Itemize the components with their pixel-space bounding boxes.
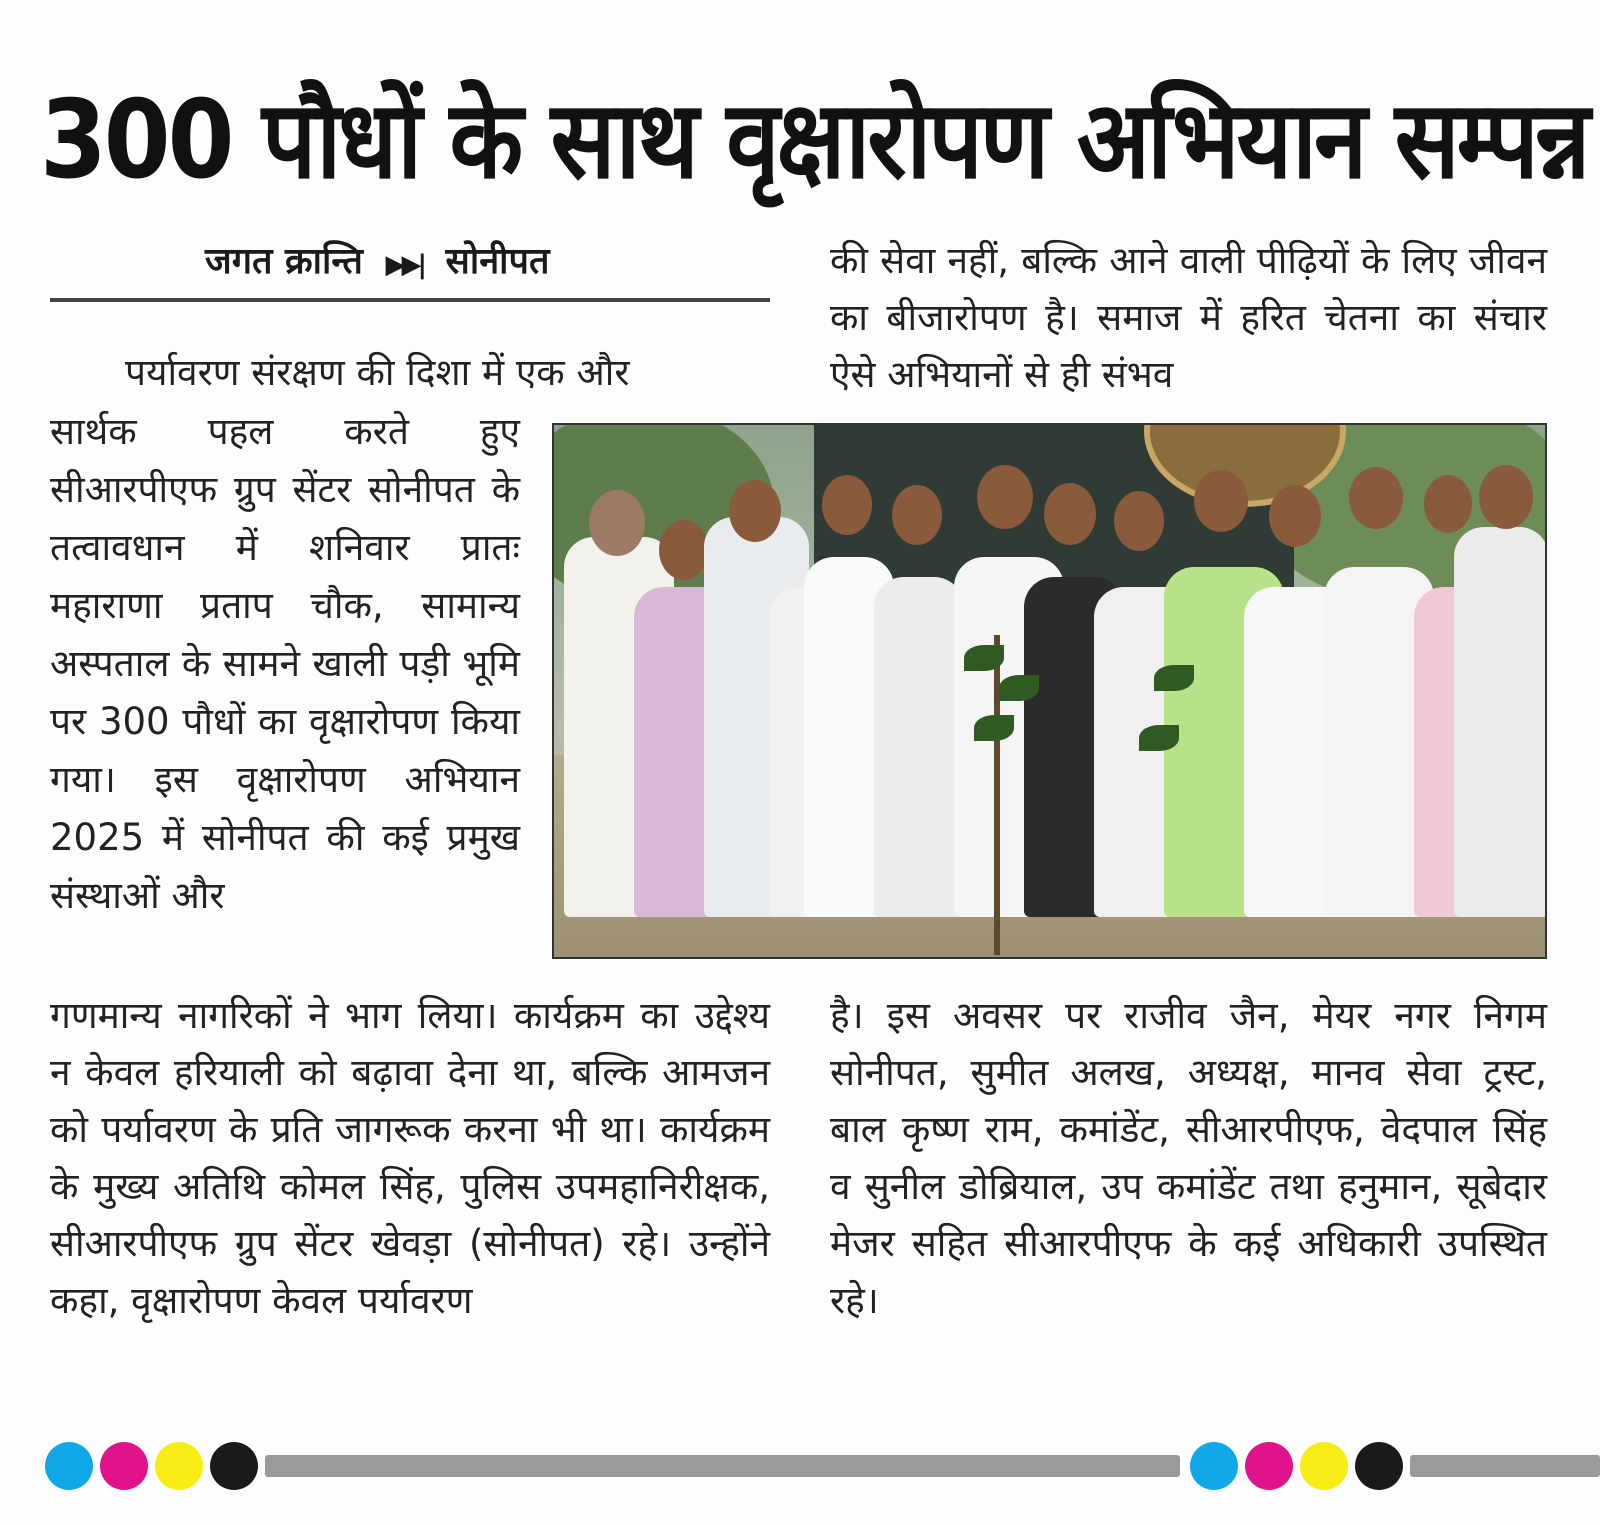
fast-forward-icon: ▶▶| <box>385 250 423 280</box>
registration-magenta-dot <box>100 1442 148 1490</box>
byline-place: सोनीपत <box>445 241 550 282</box>
headline: 300 पौधों के साथ वृक्षारोपण अभियान सम्पन्न <box>40 77 1588 203</box>
left-column-lead <box>50 344 770 401</box>
registration-yellow-dot <box>1300 1442 1348 1490</box>
lead-paragraph: पर्यावरण संरक्षण की दिशा में एक और <box>125 351 630 394</box>
byline-rule <box>50 298 770 302</box>
right-column-bottom <box>830 987 1547 1329</box>
registration-cyan-dot <box>45 1442 93 1490</box>
left-column-bottom <box>50 987 770 1329</box>
registration-cyan-dot <box>1190 1442 1238 1490</box>
right-top-paragraph: की सेवा नहीं, बल्कि आने वाली पीढ़ियों के लिए जीवन का बीजारोपण है। समाज में हरित चेतना का संचार ऐसे अभियानों से ही संभव <box>830 239 1547 396</box>
registration-magenta-dot <box>1245 1442 1293 1490</box>
registration-black-dot <box>210 1442 258 1490</box>
right-bottom-paragraph: है। इस अवसर पर राजीव जैन, मेयर नगर निगम सोनीपत, सुमीत अलख, अध्यक्ष, मानव सेवा ट्रस्ट, बाल कृष्ण राम, कमांडेंट, सीआरपीएफ, वेदपाल सिंह व सुनील डोब्रियाल, उप कमांडेंट तथा हनुमान, सूबेदार मेजर सहित सीआरपीएफ के कई अधिकारी उपस्थित रहे। <box>830 994 1547 1322</box>
byline-source: जगत क्रान्ति <box>205 241 363 282</box>
event-photo <box>552 423 1547 959</box>
left-column-wrap-text: सार्थक पहल करते हुए सीआरपीएफ ग्रुप सेंटर सोनीपत के तत्वावधान में शनिवार प्रातः महाराणा प्रताप चौक, सामान्य अस्पताल के सामने खाली पड़ी भूमि पर 300 पौधों का वृक्षारोपण किया गया। इस वृक्षारोपण अभियान 2025 में सोनीपत की कई प्रमुख संस्थाओं और <box>50 410 520 917</box>
registration-black-dot <box>1355 1442 1403 1490</box>
registration-yellow-dot <box>155 1442 203 1490</box>
left-bottom-paragraph: गणमान्य नागरिकों ने भाग लिया। कार्यक्रम का उद्देश्य न केवल हरियाली को बढ़ावा देना था, बल्कि आमजन को पर्यावरण के प्रति जागरूक करना भी था। कार्यक्रम के मुख्य अतिथि कोमल सिंह, पुलिस उपमहानिरीक्षक, सीआरपीएफ ग्रुप सेंटर खेवड़ा (सोनीपत) रहे। उन्होंने कहा, वृक्षारोपण केवल पर्यावरण <box>50 994 770 1322</box>
registration-bar <box>1410 1455 1600 1477</box>
right-column-top <box>830 232 1547 403</box>
byline <box>205 232 625 292</box>
registration-bar <box>265 1455 1180 1477</box>
